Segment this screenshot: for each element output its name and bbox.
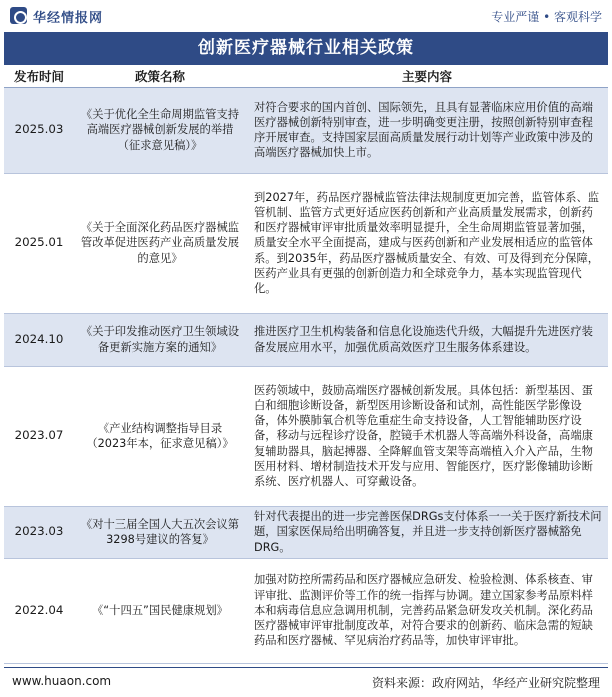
policy-name: 《关于全面深化药品医疗器械监管改革促进医药产业高质量发展的意见》 [74, 173, 246, 313]
policy-date: 2023.07 [4, 366, 74, 506]
policy-date: 2024.10 [4, 313, 74, 366]
policy-content: 推进医疗卫生机构装备和信息化设施迭代升级，大幅提升先进医疗装备发展应用水平，加强优质高效医疗卫生服务体系建设。 [246, 313, 608, 366]
column-header-date: 发布时间 [4, 65, 74, 87]
policy-table [4, 65, 608, 664]
policy-content: 医药领域中，鼓励高端医疗器械创新发展。具体包括：新型基因、蛋白和细胞诊断设备，新型医用诊断设备和试剂，高性能医学影像设备，体外膜肺氧合机等危重症生命支持设备，人工智能辅助医疗设备，移动与远程诊疗设备，腔镜手术机器人等高端外科设备，高端康复辅助器具，脑起搏器、全降解血管支架等高端植入介入产品，生物医用材料、增材制造技术开发与应用、智能医疗，医疗影像辅助诊断系统、医疗机器人、可穿戴设备。 [246, 366, 608, 506]
table-row [4, 173, 608, 313]
table-row [4, 313, 608, 366]
table-row [4, 506, 608, 558]
top-bar [0, 0, 612, 30]
policy-content: 针对代表提出的进一步完善医保DRGs支付体系一一关于医疗新技术问题，国家医保局给出明确答复，并且进一步支持创新医疗器械豁免DRG。 [246, 506, 608, 558]
policy-name: 《对十三届全国人大五次会议第3298号建议的答复》 [74, 506, 246, 558]
policy-date: 2025.01 [4, 173, 74, 313]
table-row [4, 558, 608, 663]
policy-name: 《“十四五”国民健康规划》 [74, 558, 246, 663]
policy-content: 对符合要求的国内首创、国际领先，且具有显著临床应用价值的高端医疗器械创新特别审查，进一步明确变更注册，按照创新特别审查程序开展审查。支持国家层面高质量发展行动计划等产业政策中涉及的高端医疗器械加快上市。 [246, 87, 608, 173]
table-header-row [4, 65, 608, 87]
policy-name: 《关于优化全生命周期监管支持高端医疗器械创新发展的举措（征求意见稿）》 [74, 87, 246, 173]
footer-divider [4, 667, 608, 668]
brand-name: 华经情报网 [33, 11, 104, 26]
policy-date: 2022.04 [4, 558, 74, 663]
column-header-policy-name: 政策名称 [74, 65, 246, 87]
website-url: www.huaon.com [12, 674, 112, 688]
page-title: 创新医疗器械行业相关政策 [4, 32, 608, 65]
policy-date: 2023.03 [4, 506, 74, 558]
data-source: 资料来源：政府网站，华经产业研究院整理 [371, 676, 600, 690]
policy-name: 《产业结构调整指导目录（2023年本，征求意见稿）》 [74, 366, 246, 506]
table-row [4, 366, 608, 506]
policy-date: 2025.03 [4, 87, 74, 173]
column-header-content: 主要内容 [246, 65, 608, 87]
policy-content: 到2027年，药品医疗器械监管法律法规制度更加完善，监管体系、监管机制、监管方式更好适应医药创新和产业高质量发展需求，创新药和医疗器械审评审批质量效率明显提升，全生命周期监管显著加强，质量安全水平全面提高，建成与医药创新和产业发展相适应的监管体系。到2035年，药品医疗器械质量安全、有效、可及得到充分保障，医药产业具有更强的创新创造力和全球竞争力，基本实现监管现代化。 [246, 173, 608, 313]
footer [4, 667, 608, 697]
brand-slogan: 专业严谨 • 客观科学 [491, 10, 602, 24]
policy-name: 《关于印发推动医疗卫生领域设备更新实施方案的通知》 [74, 313, 246, 366]
table-row [4, 87, 608, 173]
policy-content: 加强对防控所需药品和医疗器械应急研发、检验检测、体系核查、审评审批、监测评价等工作的统一指挥与协调。建立国家参考品原料样本和病毒信息应急调用机制，完善药品紧急研发攻关机制。深化药品医疗器械审评审批制度改革，对符合要求的创新药、临床急需的短缺药品和医疗器械、罕见病治疗药品等，加快审评审批。 [246, 558, 608, 663]
brand-logo-icon [10, 7, 27, 24]
